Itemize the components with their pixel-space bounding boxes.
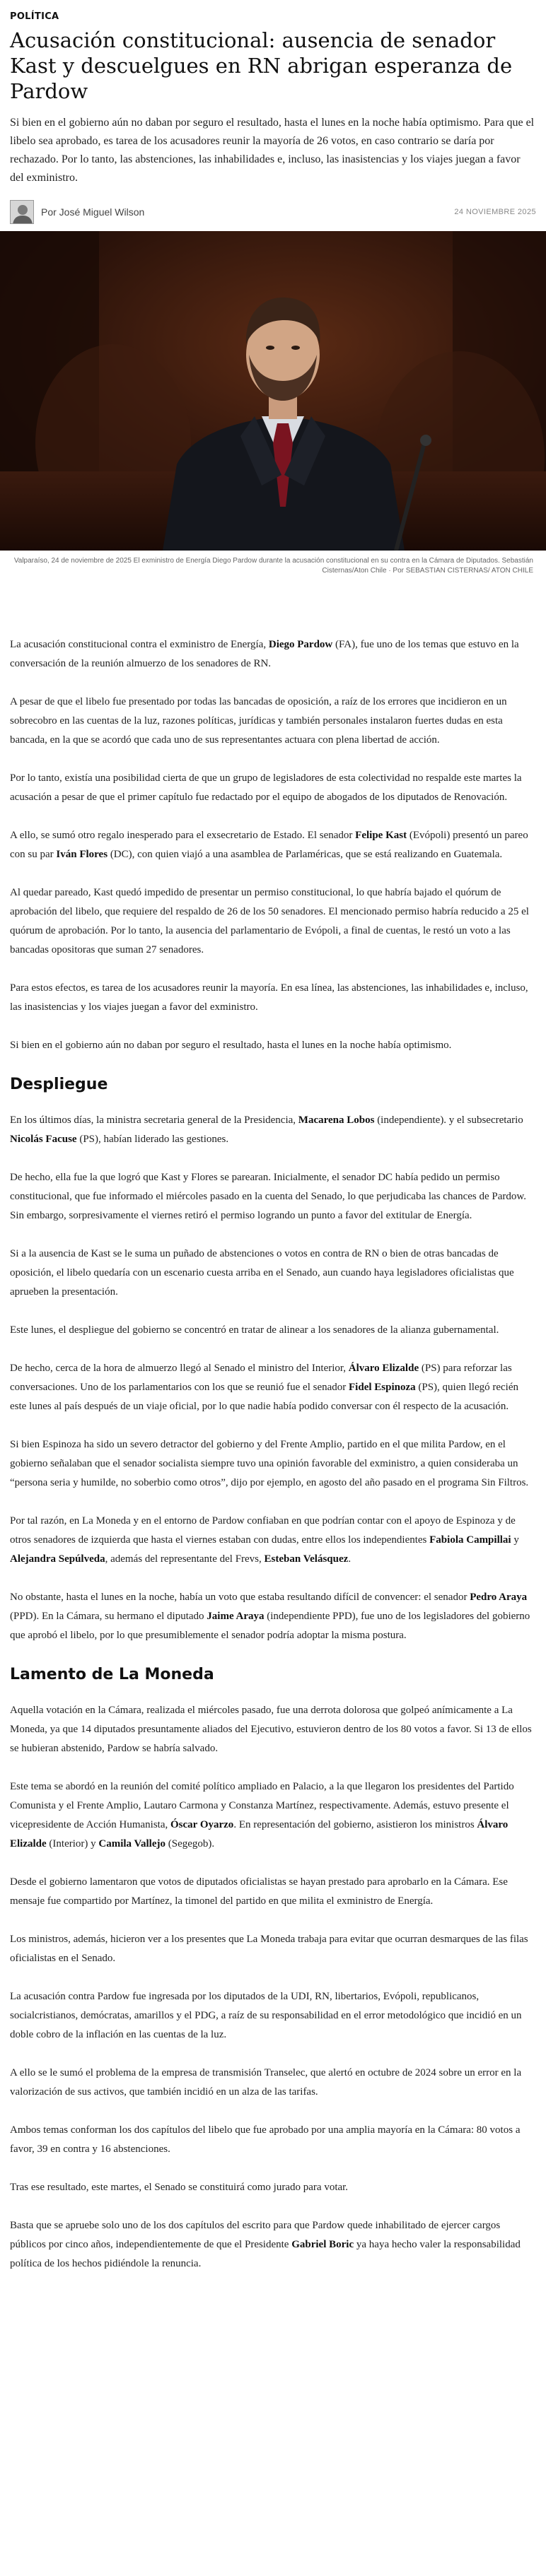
section-label[interactable]: POLÍTICA [10,11,59,22]
paragraph: Este tema se abordó en la reunión del comité político ampliado en Palacio, a la que llegaron los presidentes del Partido Comunista y el Frente Amplio, Lautaro Carmona y Constanza Martínez, respectivamente. Además, estuvo presente el vicepresidente de Acción Humanista, Óscar Oyarzo. En representación del gobierno, asistieron los ministros Álvaro Elizalde (Interior) y Camila Vallejo (Segegob). [10,1781,514,1849]
person-name: Fabiola Campillai [429,1534,511,1546]
paragraph: Si a la ausencia de Kast se le suma un puñado de abstenciones o votos en contra de RN o bien de otras bancadas de oposición, el libelo quedaría con un escenario cuesta arriba en el Senado, aun cuando haya legisladores oficialistas que aprueben la presentación. [10,1248,514,1298]
person-name: Álvaro Elizalde [10,1819,509,1849]
subheading-lamento: Lamento de La Moneda [10,1666,214,1683]
paragraph: No obstante, hasta el lunes en la noche, había un voto que estaba resultando difícil de convencer: el senador Pedro Araya (PPD). En la Cámara, su hermano el diputado Jaime Araya (independiente PPD), fue uno de los legisladores del gobierno que aprobó el libelo, por lo que presumiblemente el senador podría adoptar la misma postura. [10,1592,530,1641]
person-name: Esteban Velásquez [264,1553,349,1565]
byline-author-block [10,200,144,224]
person-name: Jaime Araya [207,1611,265,1622]
paragraph: A pesar de que el libelo fue presentado por todas las bancadas de oposición, a raíz de los errores que incidieron en un sobrecobro en las cuentas de la luz, razones políticas, jurídicas y también personales instalaron fuertes dudas en esta bancada, en la que se acordó que cada uno de sus representantes actuara con plena libertad de acción. [10,696,507,746]
hero-image [0,231,546,551]
paragraph: A ello, se sumó otro regalo inesperado para el exsecretario de Estado. El senador Felipe Kast (Evópoli) presentó un pareo con su par Iván Flores (DC), con quien viajó a una asamblea de Parlaméricas, que se está realizando en Guatemala. [10,830,528,860]
paragraph: La acusación constitucional contra el exministro de Energía, Diego Pardow (FA), fue uno de los temas que estuvo en la conversación de la reunión almuerzo de los senadores de RN. [10,639,519,669]
person-name: Alejandra Sepúlveda [10,1553,105,1565]
person-name: Iván Flores [56,849,108,860]
paragraph: Desde el gobierno lamentaron que votos de diputados oficialistas se hayan prestado para aprobarlo en la Cámara. Ese mensaje fue compartido por Martínez, la timonel del partido en que milita el exministro de Energía. [10,1876,508,1907]
person-name: Camila Vallejo [98,1838,165,1849]
hero-photo-illustration [0,231,546,551]
person-name: Pedro Araya [470,1592,528,1603]
person-name: Álvaro Elizalde [348,1363,419,1374]
paragraph: De hecho, ella fue la que logró que Kast y Flores se parearan. Inicialmente, el senador DC había pedido un permiso constitucional, que fue informado el miércoles pasado en la cuenta del Senado, lo que perjudicaba las chances de Pardow. Sin embargo, sorpresivamente el viernes retiró el permiso logrando un punto a favor del extitular de Energía. [10,1172,527,1221]
author-name[interactable]: Por José Miguel Wilson [41,206,145,218]
paragraph: Ambos temas conforman los dos capítulos del libelo que fue aprobado por una amplia mayoría en la Cámara: 80 votos a favor, 39 en contra y 16 abstenciones. [10,2124,521,2155]
paragraph: De hecho, cerca de la hora de almuerzo llegó al Senado el ministro del Interior, Álvaro Elizalde (PS) para reforzar las conversaciones. Uno de los parlamentarios con los que se reunió fue el senador Fidel Espinoza (PS), quien llegó recién este lunes al país después de un viaje oficial, por lo que nadie había podido conversar con él respecto de la acusación. [10,1363,519,1412]
paragraph: Tras ese resultado, este martes, el Senado se constituirá como jurado para votar. [10,2182,349,2193]
subheading-despliegue: Despliegue [10,1076,108,1093]
person-name: Óscar Oyarzo [170,1819,234,1830]
author-avatar-icon [11,201,34,224]
publish-date: 24 NOVIEMBRE 2025 [454,208,536,216]
article-lead: Si bien en el gobierno aún no daban por seguro el resultado, hasta el lunes en la noche había optimismo. Para que el libelo sea aprobado, es tarea de los acusadores reunir la mayoría de 26 votos, en caso contrario se daría por rechazado. Por lo tanto, las abstenciones, las inhabilidades e, incluso, las inasistencias y los viajes juegan a favor del exministro. [10,117,535,184]
paragraph: Por lo tanto, existía una posibilidad cierta de que un grupo de legisladores de esta colectividad no respalde este martes la acusación a pesar de que el primer capítulo fue redactado por el equipo de abogados de los diputados de Renovación. [10,772,522,803]
paragraph: Por tal razón, en La Moneda y en el entorno de Pardow confiaban en que podrían contar con el apoyo de Espinoza y de otros senadores de izquierda que hasta el viernes estaban con dudas, entre ellos los independientes Fabiola Campillai y Alejandra Sepúlveda, además del representante del Frevs, Esteban Velásquez. [10,1515,519,1565]
paragraph: Al quedar pareado, Kast quedó impedido de presentar un permiso constitucional, lo que habría bajado el quórum de aprobación del libelo, que requiere del respaldo de 26 de los 50 senadores. El mencionado permiso habría reducido a 25 el quórum de aprobación. Por lo tanto, la ausencia del parlamentario de Evópoli, a final de cuentas, le restó un voto a las bancadas opositoras que suman 27 senadores. [10,887,529,955]
author-avatar[interactable] [10,200,34,224]
person-name: Diego Pardow [268,639,333,650]
paragraph: Para estos efectos, es tarea de los acusadores reunir la mayoría. En esa línea, las abstenciones, las inhabilidades e, incluso, las inasistencias y los viajes juegan a favor del exministro. [10,982,528,1013]
paragraph: A ello se le sumó el problema de la empresa de transmisión Transelec, que alertó en octubre de 2024 sobre un error en la valorización de sus activos, que también incidió en un alza de las tarifas. [10,2067,522,2098]
paragraph: Los ministros, además, hicieron ver a los presentes que La Moneda trabaja para evitar que ocurran desmarques de las filas oficialistas en el Senado. [10,1934,528,1964]
paragraph: En los últimos días, la ministra secretaria general de la Presidencia, Macarena Lobos (independiente). y el subsecretario Nicolás Facuse (PS), habían liderado las gestiones. [10,1114,523,1145]
byline [10,199,536,231]
paragraph: La acusación contra Pardow fue ingresada por los diputados de la UDI, RN, libertarios, Evópoli, republicanos, socialcristianos, demócratas, amarillos y el PDG, a raíz de su responsabilidad en el error metodológico que incidió en un doble cobro de la inflación en las cuentas de la luz. [10,1991,522,2040]
hero-caption: Valparaíso, 24 de noviembre de 2025 El exministro de Energía Diego Pardow durante la acusación constitucional en su contra en la Cámara de Diputados. Sebastián Cisternas/Aton Chile · Por SEBASTIAN CISTERNAS/ ATON CHILE [13,557,533,575]
article-body [10,635,536,2274]
person-name: Gabriel Boric [291,2239,354,2250]
paragraph: Si bien Espinoza ha sido un severo detractor del gobierno y del Frente Amplio, partido en el que milita Pardow, en el gobierno señalaban que el senador socialista siempre tuvo una opinión favorable del exministro, a quien consideraba un “persona seria y humilde, no soberbio como otros”, dijo por ejemplo, en agosto del año pasado en el programa Sin Filtros. [10,1439,529,1488]
paragraph: Si bien en el gobierno aún no daban por seguro el resultado, hasta el lunes en la noche había optimismo. [10,1040,452,1051]
person-name: Macarena Lobos [298,1114,375,1126]
paragraph: Aquella votación en la Cámara, realizada el miércoles pasado, fue una derrota dolorosa que golpeó anímicamente a La Moneda, ya que 14 diputados presuntamente aliados del Ejecutivo, estuvieron dentro de los 80 votos a favor. Si 13 de ellos se hubieran abstenido, Pardow se habría salvado. [10,1705,532,1754]
paragraph: Este lunes, el despliegue del gobierno se concentró en tratar de alinear a los senadores de la alianza gubernamental. [10,1324,499,1336]
paragraph: Basta que se apruebe solo uno de los dos capítulos del escrito para que Pardow quede inhabilitado de ejercer cargos públicos por cinco años, independientemente de que el Presidente Gabriel Boric ya haya hecho valer la responsabilidad política de los hechos pidiéndole la renuncia. [10,2220,521,2269]
person-name: Nicolás Facuse [10,1134,77,1145]
article-title: Acusación constitucional: ausencia de senador Kast y descuelgues en RN abrigan esperanza de Pardow [10,28,513,103]
person-name: Fidel Espinoza [349,1382,416,1393]
person-name: Felipe Kast [355,830,407,841]
